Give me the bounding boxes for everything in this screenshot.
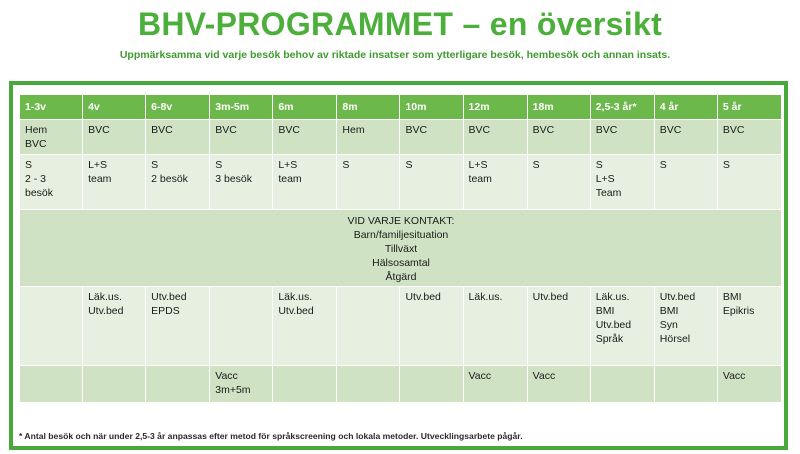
table-cell: Läk.us. BMI Utv.bed Språk (590, 287, 654, 366)
column-header: 3m-5m (210, 95, 273, 120)
table-cell: BVC (654, 120, 717, 155)
program-overview-frame (9, 81, 788, 450)
table-cell: S L+S Team (590, 155, 654, 210)
column-header: 1-3v (20, 95, 83, 120)
table-cell: Vacc (463, 366, 527, 403)
table-cell: Utv.bed EPDS (146, 287, 210, 366)
table-row-vaccine (20, 366, 782, 403)
table-cell: L+S team (273, 155, 337, 210)
footnote: * Antal besök och när under 2,5-3 år anpassas efter metod för språkscreening och lokala metoder. Utvecklingsarbete pågår. (19, 431, 523, 441)
table-cell: BVC (146, 120, 210, 155)
page-subtitle: Uppmärksamma vid varje besök behov av riktade insatser som ytterligare besök, hembesök och annan insats. (119, 49, 671, 61)
table-row-exams (20, 287, 782, 366)
table-cell: S 2 - 3 besök (20, 155, 83, 210)
table-cell: BVC (527, 120, 590, 155)
table-cell: S (337, 155, 400, 210)
table-cell: Vacc (717, 366, 781, 403)
table-cell (146, 366, 210, 403)
column-header: 2,5-3 år* (590, 95, 654, 120)
table-row-visits (20, 155, 782, 210)
table-cell: Vacc 3m+5m (210, 366, 273, 403)
table-cell: Vacc (527, 366, 590, 403)
table-cell: Läk.us. Utv.bed (273, 287, 337, 366)
column-header: 6-8v (146, 95, 210, 120)
table-cell: Läk.us. (463, 287, 527, 366)
table-cell: BVC (210, 120, 273, 155)
program-table (19, 94, 782, 403)
table-cell: BVC (273, 120, 337, 155)
table-cell (337, 287, 400, 366)
table-cell: L+S team (463, 155, 527, 210)
page-title: BHV-PROGRAMMET – en översikt (137, 6, 663, 42)
table-cell (210, 287, 273, 366)
table-cell: S (400, 155, 463, 210)
table-cell: BVC (463, 120, 527, 155)
table-row-contact (20, 210, 782, 287)
table-cell (273, 366, 337, 403)
table-cell: S (717, 155, 781, 210)
column-header: 10m (400, 95, 463, 120)
table-cell: S (654, 155, 717, 210)
table-cell: BVC (717, 120, 781, 155)
table-cell (20, 366, 83, 403)
column-header: 12m (463, 95, 527, 120)
table-cell (654, 366, 717, 403)
table-cell: S 3 besök (210, 155, 273, 210)
column-header: 8m (337, 95, 400, 120)
table-cell: Utv.bed (527, 287, 590, 366)
table-cell: Utv.bed BMI Syn Hörsel (654, 287, 717, 366)
table-row-place (20, 120, 782, 155)
table-cell: S (527, 155, 590, 210)
table-cell: BVC (400, 120, 463, 155)
table-cell (590, 366, 654, 403)
column-header: 5 år (717, 95, 781, 120)
table-cell (83, 366, 146, 403)
table-cell: Utv.bed (400, 287, 463, 366)
table-cell (337, 366, 400, 403)
column-header: 18m (527, 95, 590, 120)
contact-cell: VID VARJE KONTAKT: Barn/familjesituation Tillväxt Hälsosamtal Åtgärd (20, 210, 782, 287)
table-cell: Läk.us. Utv.bed (83, 287, 146, 366)
table-cell (400, 366, 463, 403)
table-cell (20, 287, 83, 366)
table-cell: Hem BVC (20, 120, 83, 155)
table-cell: BMI Epikris (717, 287, 781, 366)
column-header: 4 år (654, 95, 717, 120)
table-cell: S 2 besök (146, 155, 210, 210)
column-header: 6m (273, 95, 337, 120)
table-header-row (20, 95, 782, 120)
table-cell: BVC (590, 120, 654, 155)
column-header: 4v (83, 95, 146, 120)
table-cell: Hem (337, 120, 400, 155)
table-cell: BVC (83, 120, 146, 155)
table-cell: L+S team (83, 155, 146, 210)
